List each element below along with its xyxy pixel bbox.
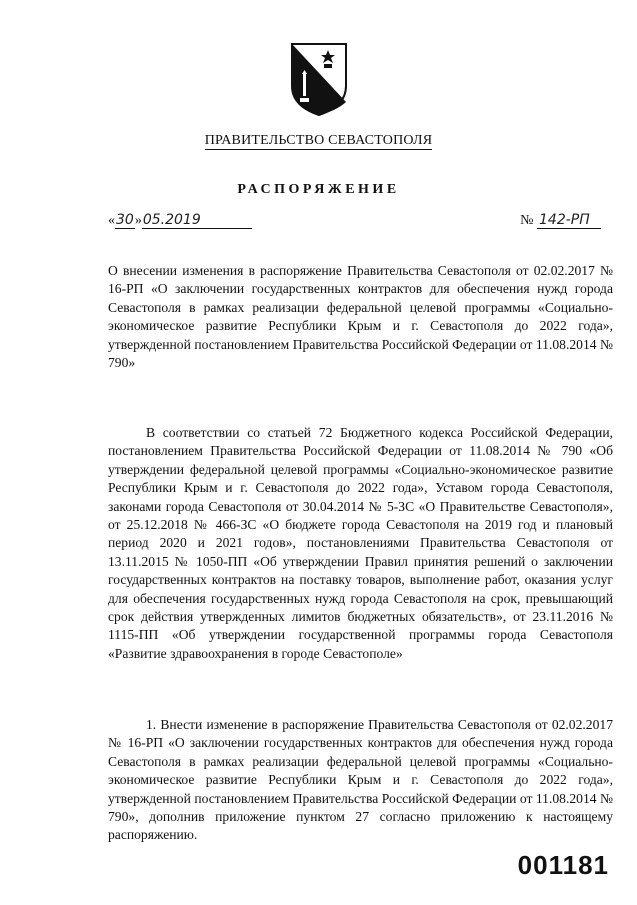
date-day-handwritten: 30 (116, 212, 134, 228)
document-number (520, 212, 601, 229)
date-month-year-handwritten: 05.2019 (142, 212, 252, 229)
date-quote-open: « (108, 213, 115, 228)
legal-basis-paragraph: В соответствии со статьей 72 Бюджетного кодекса Российской Федерации, постановлением Правительства Российской Федерации от 11.08.2014 № 790 «Об утверждении федеральной целевой программы «Социально-экономическое развитие Республики Крым и г. Севастополя до 2022 года», Уставом города Севастополя, законами города Севастополя от 30.04.2014 № 5-ЗС «О Правительстве Севастополя», от 25.12.2018 № 466-ЗС «О бюджете города Севастополя на 2019 год и плановый период 2020 и 2021 годов», постановлениями Правительства Севастополя от 13.11.2015 № 1050-ПП «Об утверждении Правил принятия решений о заключении государственных контрактов на поставку товаров, выполнение работ, оказания услуг для обеспечения государственных нужд города Севастополя на срок, превышающий срок действия утвержденных лимитов бюджетных обязательств», от 23.11.2016 № 1115-ПП «Об утверждении государственной программы города Севастополя «Развитие здравоохранения в городе Севастополе» (108, 425, 613, 661)
sevastopol-coat-of-arms-icon (288, 40, 350, 118)
government-title: ПРАВИТЕЛЬСТВО СЕВАСТОПОЛЯ (204, 133, 433, 148)
document-subject: О внесении изменения в распоряжение Правительства Севастополя от 02.02.2017 № 16-РП «О заключении государственных контрактов для обеспечения нужд города Севастополя в рамках реализации федеральной целевой программы «Социально-экономическое развитие Республики Крым и г. Севастополя до 2022 года», утвержденной постановлением Правительства Российской Федерации от 11.08.2014 № 790» (108, 263, 613, 371)
resolution-item-1: 1. Внести изменение в распоряжение Правительства Севастополя от 02.02.2017 № 16-РП «О заключении государственных контрактов для обеспечения нужд города Севастополя в рамках реализации федеральной целевой программы «Социально-экономическое развитие Республики Крым и г. Севастополя до 2022 года», утвержденной постановлением Правительства Российской Федерации от 11.08.2014 № 790», дополнив приложение пунктом 27 согласно приложению к настоящему распоряжению. (108, 717, 613, 843)
number-sign: № (520, 213, 534, 228)
serial-number: 001181 (517, 850, 609, 880)
number-value-handwritten: 142-РП (537, 212, 601, 229)
document-type-heading: РАСПОРЯЖЕНИЕ (237, 182, 400, 197)
date-quote-close: » (134, 213, 142, 228)
document-date (108, 212, 252, 229)
